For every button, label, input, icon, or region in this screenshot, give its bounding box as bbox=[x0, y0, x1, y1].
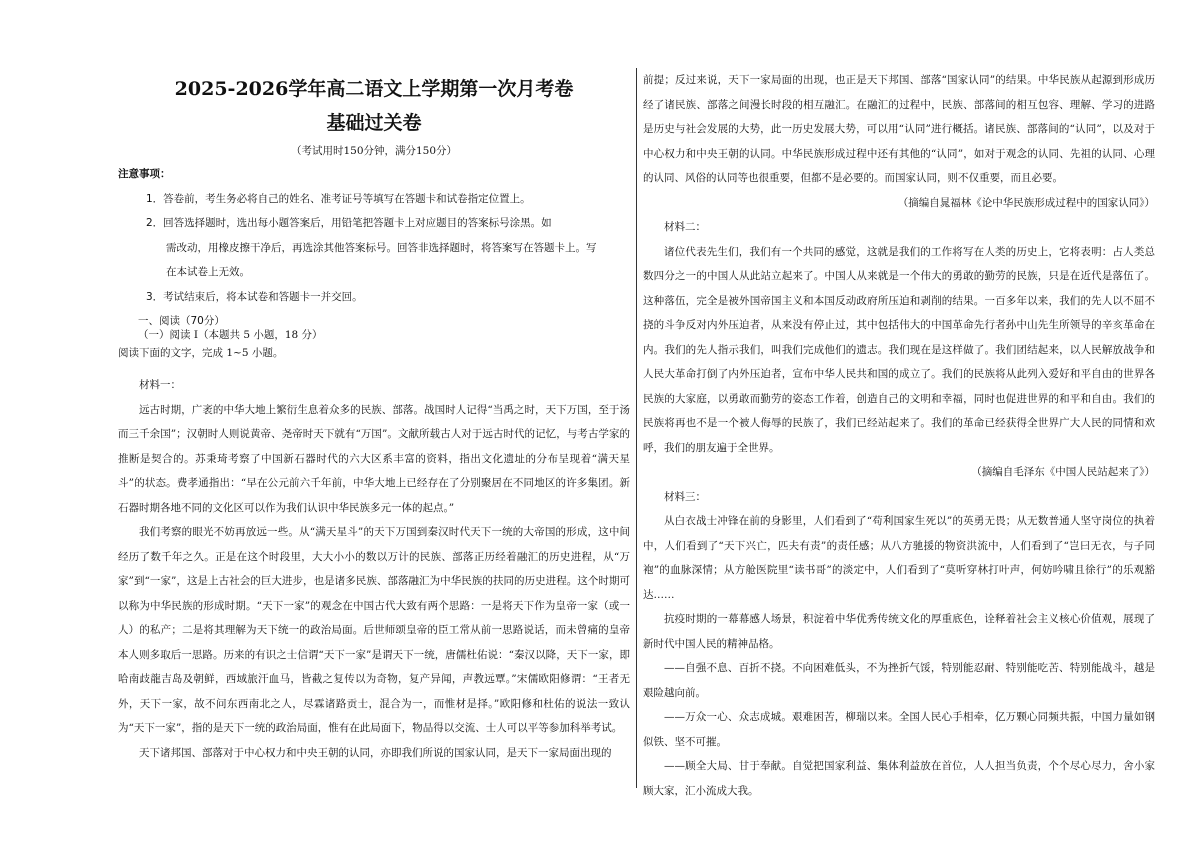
material3-para1: 从白衣战士冲锋在前的身影里，人们看到了“苟利国家生死以”的英勇无畏；从无数普通人坚守岗位的执着中，人们看到了“天下兴亡，匹夫有责”的责任感；从八方驰援的物资洪流中，人们看到了“岂曰无衣，与子同袍”的血脉深情；从方舱医院里“读书哥”的淡定中，人们看到了“莫听穿林打叶声，何妨吟啸且徐行”的乐观豁达…… bbox=[643, 515, 1155, 601]
section-instruction: 阅读下面的文字，完成 1~5 小题。 bbox=[118, 347, 284, 359]
material1-para3-cont: 前提；反过来说，天下一家局面的出现，也正是天下邦国、部落“国家认同”的结果。中华民族从起源到形成历经了诸民族、部落之间漫长时段的相互融汇。在融汇的过程中，民族、部落间的相互包容、理解、学习的进路是历史与社会发展的大势，此一历史发展大势，可以用“认同”进行概括。诸民族、部落间的“认同”，以及对于中心权力和中央王朝的认同。中华民族形成过程中还有其他的“认同”，如对于观念的认同、先祖的认同、心理的认同、风俗的认同等也很重要，但都不是必要的。而国家认同，则不仅重要，而且必要。 bbox=[643, 74, 1155, 184]
exam-title: 2025-2026学年高二语文上学期第一次月考卷 bbox=[174, 78, 574, 100]
material2-para1: 诸位代表先生们，我们有一个共同的感觉，这就是我们的工作将写在人类的历史上，它将表明：占人类总数四分之一的中国人从此站立起来了。中国人从来就是一个伟大的勇敢的勤劳的民族，只是在近代是落伍了。这种落伍，完全是被外国帝国主义和本国反动政府所压迫和剥削的结果。一百多年以来，我们的先人以不屈不挠的斗争反对内外压迫者，从来没有停止过，其中包括伟大的中国革命先行者孙中山先生所领导的辛亥革命在内。我们的先人指示我们，叫我们完成他们的遗志。我们现在是这样做了。我们团结起来，以人民解放战争和人民大革命打倒了内外压迫者，宣布中华人民共和国的成立了。我们的民族将从此列入爱好和平自由的世界各民族的大家庭，以勇敢而勤劳的姿态工作着，创造自己的文明和幸福，同时也促进世界的和平和自由。我们的民族将再也不是一个被人侮辱的民族了，我们已经站起来了。我们的革命已经获得全世界广大人民的同情和欢呼，我们的朋友遍于全世界。 bbox=[643, 245, 1155, 454]
material1-para2: 我们考察的眼光不妨再放远一些。从“满天星斗”的天下万国到秦汉时代天下一统的大帝国的形成，这中间经历了数千年之久。正是在这个时段里，大大小小的数以万计的民族、部落正历经着融汇的历史进程，从“万家”到“一家”，这是上古社会的巨大进步，也是诸多民族、部落融汇为中华民族的扶同的历史进程。这个时期可以称为中华民族的形成时期。“天下一家”的观念在中国古代大致有两个思路：一是将天下作为皇帝一家（或一人）的私产；二是将其理解为天下统一的政治局面。后世师颂皇帝的臣工常从前一思路说话，而未曾痛的皇帝本人则多取后一思路。历来的有识之士信谓“天下一家”是谓天下一统，唐儒杜佑说：“秦汉以降，天下一家，即哈南歧龍吉岛及朝鲜，西域旅汗血马，皆截之复传以为奇物，复产异闻，声教远覃。”宋儒欧阳修谓：“王者无外，天下一家，故不问东西南北之人，尽霖诸路贡士，混合为一，而惟材是择。”欧阳修和杜佑的说法一致认为“天下一家”，指的是天下一统的政治局面，惟有在此局面下，物品得以交流、士人可以平等参加科举考试。 bbox=[118, 526, 630, 734]
notice-item-3: 3．考试结束后，将本试卷和答题卡一并交回。 bbox=[146, 290, 363, 303]
material2-label: 材料二： bbox=[664, 221, 706, 233]
material1-label: 材料一： bbox=[139, 379, 181, 391]
section-part1: 一、阅读（70分） bbox=[138, 315, 225, 327]
notice-item-2a: 2．回答选择题时，选出每小题答案后，用铅笔把答题卡上对应题目的答案标号涂黑。如 bbox=[146, 217, 552, 229]
notice-item-2b: 需改动，用橡皮擦干净后，再选涂其他答案标号。回答非选择题时，将答案写在答题卡上。写 bbox=[166, 241, 597, 254]
material3-para3: ——自强不息、百折不挠。不向困难低头，不为挫折气馁，特别能忍耐、特别能吃苦、特别能战斗，越是艰险越向前。 bbox=[643, 662, 1155, 699]
exam-subtitle: 基础过关卷 bbox=[326, 112, 422, 134]
section-part1-sub: （一）阅读 I（本题共 5 小题，18 分） bbox=[138, 329, 323, 341]
material1-source: （摘编自晁福林《论中华民族形成过程中的国家认同》） bbox=[897, 196, 1155, 209]
material3-para2: 抗疫时期的一幕幕感人场景，积淀着中华优秀传统文化的厚重底色，诠释着社会主义核心价值观，展现了新时代中国人民的精神品格。 bbox=[643, 613, 1155, 650]
section-header bbox=[118, 326, 630, 362]
column-divider bbox=[636, 68, 637, 788]
material3-label: 材料三： bbox=[664, 490, 706, 503]
left-column bbox=[118, 0, 630, 849]
notice-item-1: 1．答卷前，考生务必将自己的姓名、准考证号等填写在答题卡和试卷指定位置上。 bbox=[146, 192, 531, 205]
right-column bbox=[643, 0, 1155, 849]
material1-text bbox=[118, 373, 630, 765]
notice-heading: 注意事项： bbox=[118, 168, 171, 180]
notice-item-2c: 在本试卷上无效。 bbox=[166, 266, 250, 278]
material3-para4: ——万众一心、众志成城。艰难困苦，柳瑞以来。全国人民心手相牵，亿万颗心同频共振，中国力量如钢似铁、坚不可摧。 bbox=[643, 711, 1155, 748]
material1-para3: 天下诸邦国、部落对于中心权力和中央王朝的认同，亦即我们所说的国家认同，是天下一家局面出现的 bbox=[139, 746, 612, 759]
notice-section bbox=[118, 162, 630, 334]
exam-info: （考试用时150分钟，满分150分） bbox=[290, 145, 458, 157]
material1-para1: 远古时期，广袤的中华大地上繁衍生息着众多的民族、部落。战国时人记得“当禹之时，天下万国，至于汤而三千余国”；汉朝时人则说黄帝、尧帝时天下就有“万国”。文献所载古人对于远古时代的记忆，与考古学家的推断是契合的。苏秉琦考察了中国新石器时代的六大区系丰富的资料，指出文化遗址的分布呈现着“满天星斗”的状态。费孝通指出：“早在公元前六千年前，中华大地上已经存在了分别聚居在不同地区的许多集团。新石器时期各地不同的文化区可以作为我们认识中华民族多元一体的起点。” bbox=[118, 403, 630, 514]
material2-source: （摘编自毛泽东《中国人民站起来了》） bbox=[971, 466, 1155, 478]
right-text bbox=[643, 68, 1155, 803]
material3-para5: ——顾全大局、甘于奉献。自觉把国家利益、集体利益放在首位，人人担当负责，个个尽心尽力，舍小家顾大家，汇小流成大我。 bbox=[643, 760, 1155, 797]
